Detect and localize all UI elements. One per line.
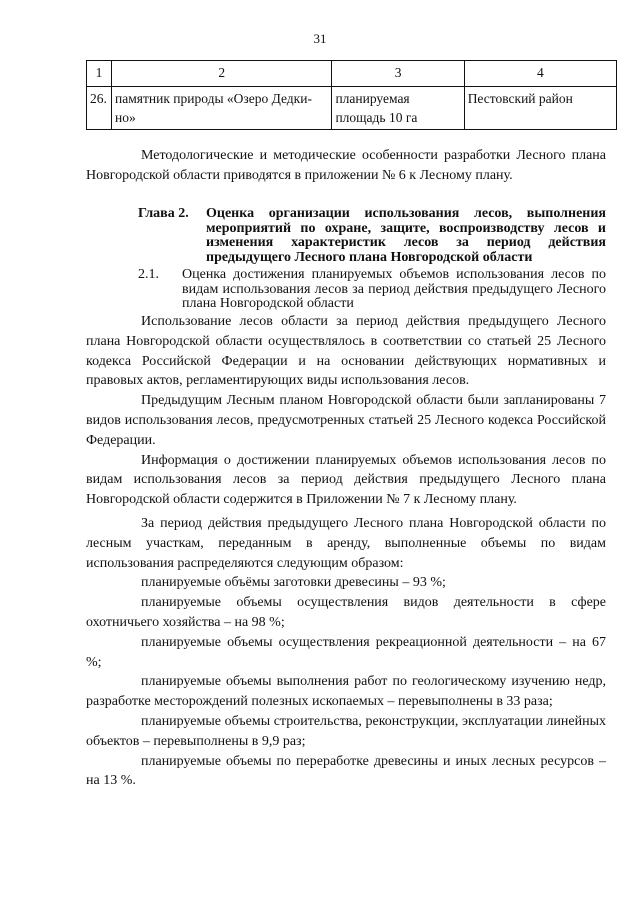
row-number: 26.: [87, 87, 112, 130]
protected-areas-table: [86, 60, 617, 130]
object-status: планируемая площадь 10 га: [332, 87, 464, 130]
list-item: планируемые объемы осуществления рекреационной деятельности – на 67 %;: [86, 634, 606, 670]
paragraph: Предыдущим Лесным планом Новгородской области были запланированы 7 видов использования лесов, предусмотренных статьей 25 Лесного кодекса Российской Федерации.: [86, 393, 606, 448]
table-row: [87, 87, 617, 130]
paragraph: Методологические и методические особенности разработки Лесного плана Новгородской области приводятся в приложении № 6 к Лесному плану.: [86, 148, 606, 183]
table-header-cell: 1: [87, 61, 112, 87]
table-header-cell: 3: [332, 61, 464, 87]
section-title: Оценка достижения планируемых объемов использования лесов по видам использования лесов за период действия предыдущего Лесного плана Новгородской области: [182, 267, 606, 311]
page-number: 31: [313, 31, 327, 46]
paragraph: Информация о достижении планируемых объемов использования лесов по видам использования лесов за период действия предыдущего Лесного плана Новгородской области содержится в Приложении № 7 к Лесному плану.: [86, 452, 606, 508]
list-item: планируемые объемы по переработке древесины и иных лесных ресурсов – на 13 %.: [86, 753, 606, 789]
table-header-cell: 4: [464, 61, 616, 87]
chapter-title: Оценка организации использования лесов, выполнения мероприятий по охране, защите, воспроизводству лесов и изменения характеристик лесов за период действия предыдущего Лесного плана Новгородской области: [206, 206, 606, 265]
section-number: 2.1.: [138, 267, 159, 282]
chapter-heading: [138, 207, 606, 265]
section-heading: [138, 268, 606, 312]
list-item: планируемые объемы строительства, реконструкции, эксплуатации линейных объектов – перевыполнены в 9,9 раз;: [86, 713, 606, 749]
object-name: памятник природы «Озеро Дедки-но»: [112, 87, 332, 130]
main-text: [86, 312, 606, 791]
paragraph: За период действия предыдущего Лесного плана Новгородской области по лесным участкам, переданным в аренду, выполненные объемы по видам использования распределяются следующим образом:: [86, 515, 606, 571]
chapter-number: Глава 2.: [138, 206, 189, 221]
object-district: Пестовский район: [464, 87, 616, 130]
methodology-note: [86, 146, 606, 186]
list-item: планируемые объемы выполнения работ по геологическому изучению недр, разработке месторождений полезных ископаемых – перевыполнены в 33 раза;: [86, 674, 606, 710]
table-header-cell: 2: [112, 61, 332, 87]
list-item: планируемые объёмы заготовки древесины – 93 %;: [141, 575, 446, 591]
list-item: планируемые объемы осуществления видов деятельности в сфере охотничьего хозяйства – на 98 %;: [86, 595, 606, 630]
table-header-row: [87, 61, 617, 87]
paragraph: Использование лесов области за период действия предыдущего Лесного плана Новгородской области осуществлялось в соответствии со статьей 25 Лесного кодекса Российской Федерации и на основании действующих нормативных и правовых актов, регламентирующих виды использования лесов.: [86, 314, 606, 389]
